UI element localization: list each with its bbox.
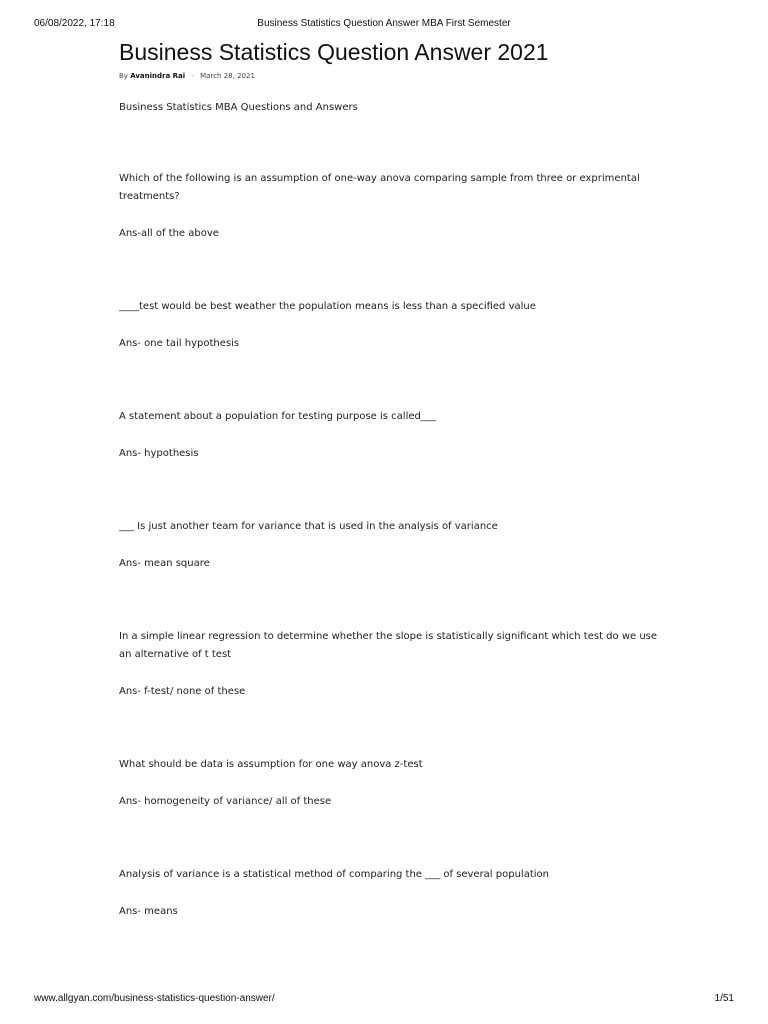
- qa-item: [119, 866, 659, 921]
- qa-item: [119, 628, 659, 701]
- byline-prefix: By: [119, 72, 128, 80]
- article-intro: Business Statistics MBA Questions and Answers: [119, 102, 358, 113]
- page-url[interactable]: www.allgyan.com/business-statistics-question-answer/: [34, 993, 275, 1004]
- author-link[interactable]: Avanindra Rai: [130, 72, 186, 80]
- print-doc-title: Business Statistics Question Answer MBA First Semester: [257, 18, 511, 29]
- print-footer: [34, 993, 734, 1007]
- question-text: ___ Is just another team for variance that is used in the analysis of variance: [119, 521, 498, 532]
- answer-text: Ans- f-test/ none of these: [119, 686, 246, 697]
- answer-text: Ans- one tail hypothesis: [119, 338, 240, 349]
- answer-text: Ans-all of the above: [119, 228, 219, 239]
- qa-item: [119, 298, 659, 353]
- qa-list: [119, 170, 659, 921]
- byline-separator: -: [191, 72, 194, 80]
- question-text: In a simple linear regression to determine whether the slope is statistically significant which test do we use an alternative of t test: [119, 631, 658, 660]
- question-text: What should be data is assumption for one way anova z-test: [119, 759, 423, 770]
- answer-text: Ans- means: [119, 906, 178, 917]
- qa-item: [119, 170, 659, 243]
- question-text: A statement about a population for testing purpose is called___: [119, 411, 436, 422]
- answer-text: Ans- mean square: [119, 558, 210, 569]
- publish-date: March 28, 2021: [200, 72, 255, 80]
- question-text: Analysis of variance is a statistical method of comparing the ___ of several population: [119, 869, 549, 880]
- article-title: Business Statistics Question Answer 2021: [119, 39, 549, 65]
- print-datetime: 06/08/2022, 17:18: [34, 18, 115, 29]
- print-header: [34, 18, 734, 32]
- byline: [119, 70, 659, 82]
- article: [119, 36, 659, 921]
- question-text: ____test would be best weather the population means is less than a specified value: [119, 301, 536, 312]
- qa-item: [119, 408, 659, 463]
- qa-item: [119, 518, 659, 573]
- answer-text: Ans- hypothesis: [119, 448, 199, 459]
- question-text: Which of the following is an assumption of one-way anova comparing sample from three or exprimental treatments?: [119, 173, 640, 202]
- page-number: 1/51: [714, 993, 734, 1004]
- answer-text: Ans- homogeneity of variance/ all of these: [119, 796, 332, 807]
- qa-item: [119, 756, 659, 811]
